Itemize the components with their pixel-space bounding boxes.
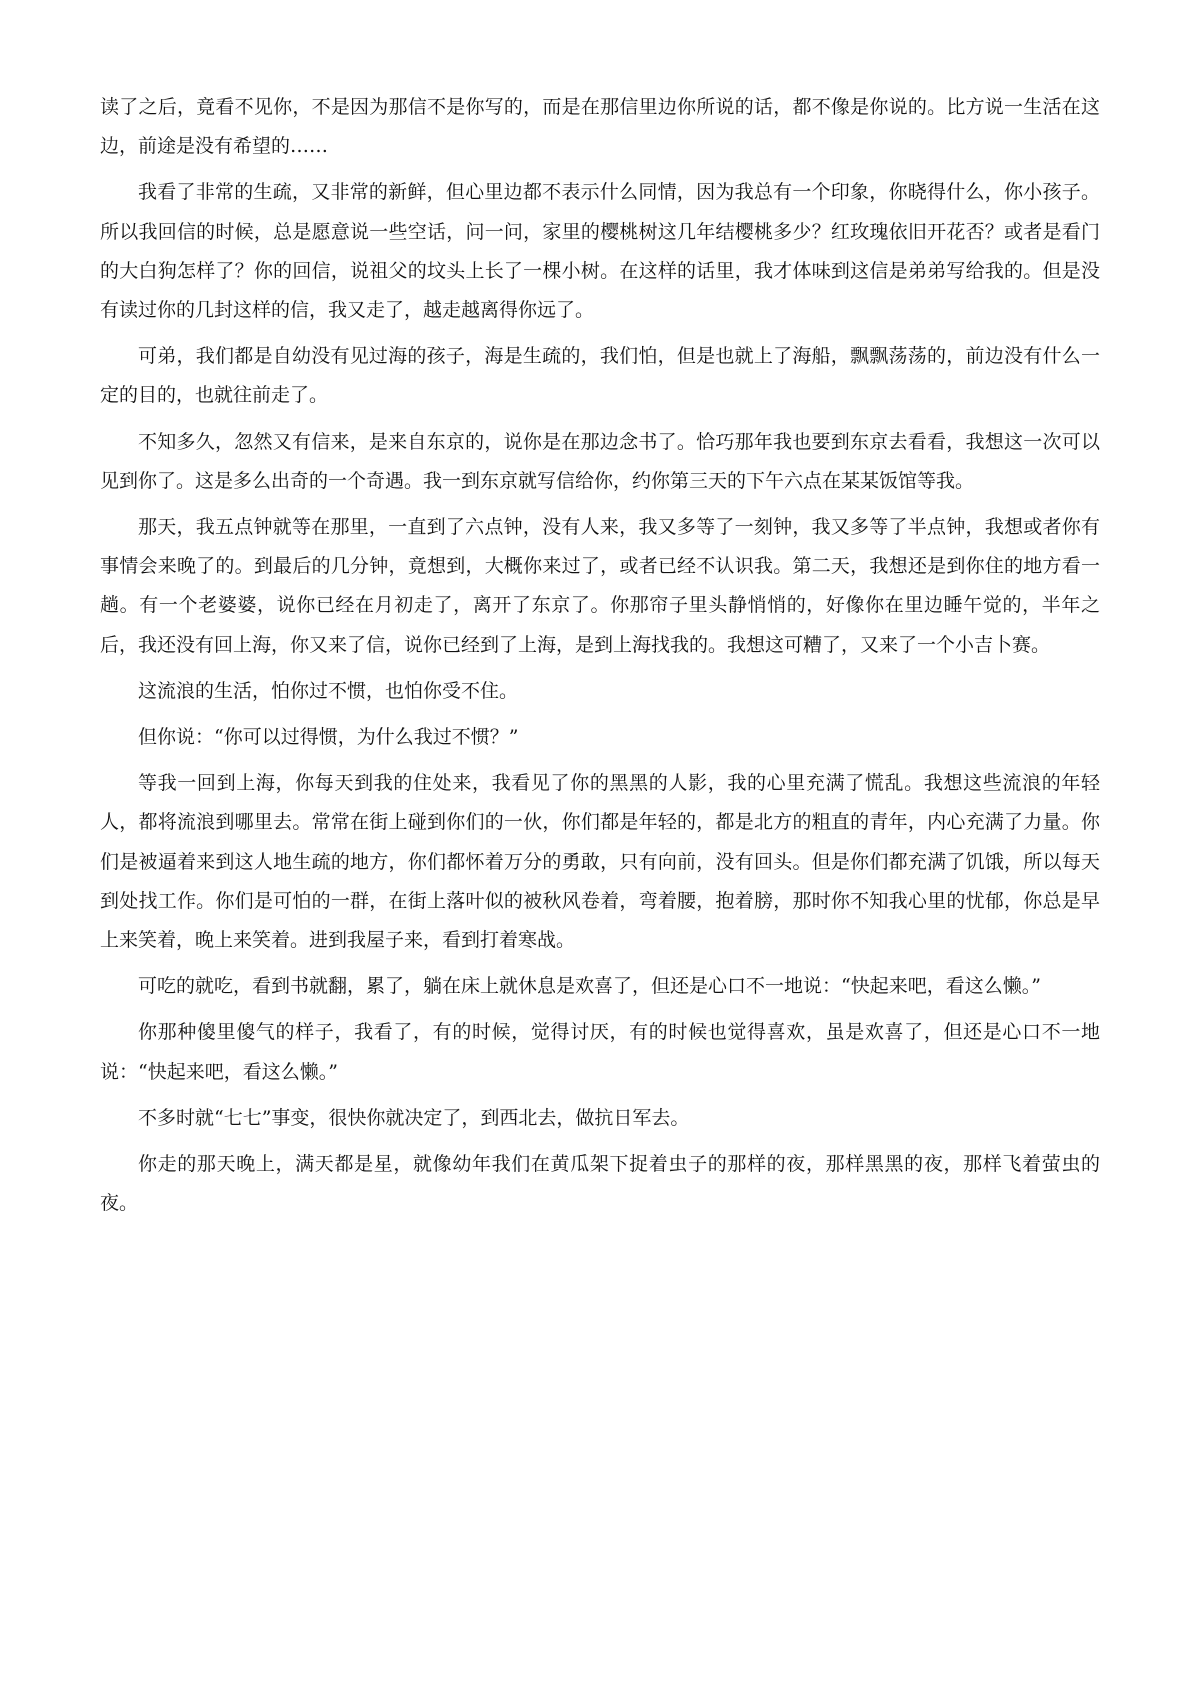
paragraph-7: 但你说：“你可以过得惯，为什么我过不惯？” [138, 726, 519, 749]
paragraph-12: 你走的那天晚上，满天都是星，就像幼年我们在黄瓜架下捉着虫子的那样的夜，那样黑黑的夜，那样飞着萤虫的夜。 [100, 1153, 1100, 1215]
paragraph-11: 不多时就“七七”事变，很快你就决定了，到西北去，做抗日军去。 [138, 1106, 690, 1129]
paragraph-2: 我看了非常的生疏，又非常的新鲜，但心里边都不表示什么同情，因为我总有一个印象，你晓得什么，你小孩子。所以我回信的时候，总是愿意说一些空话，问一问，家里的樱桃树这几年结樱桃多少？红玫瑰依旧开花否？或者是看门的大白狗怎样了？你的回信，说祖父的坟头上长了一棵小树。在这样的话里，我才体味到这信是弟弟写给我的。但是没有读过你的几封这样的信，我又走了，越走越离得你远了。 [100, 181, 1100, 322]
paragraph-10: 你那种傻里傻气的样子，我看了，有的时候，觉得讨厌，有的时候也觉得喜欢，虽是欢喜了，但还是心口不一地说：“快起来吧，看这么懒。” [100, 1021, 1100, 1083]
paragraph-6: 这流浪的生活，怕你过不惯，也怕你受不住。 [138, 679, 519, 702]
paragraph-4: 不知多久，忽然又有信来，是来自东京的，说你是在那边念书了。恰巧那年我也要到东京去看看，我想这一次可以见到你了。这是多么出奇的一个奇遇。我一到东京就写信给你，约你第三天的下午六点在某某饭馆等我。 [100, 430, 1100, 492]
document-body [100, 88, 1100, 1230]
paragraph-8: 等我一回到上海，你每天到我的住处来，我看见了你的黑黑的人影，我的心里充满了慌乱。我想这些流浪的年轻人，都将流浪到哪里去。常常在街上碰到你们的一伙，你们都是年轻的，都是北方的粗直的青年，内心充满了力量。你们是被逼着来到这人地生疏的地方，你们都怀着万分的勇敢，只有向前，没有回头。但是你们都充满了饥饿，所以每天到处找工作。你们是可怕的一群，在街上落叶似的被秋风卷着，弯着腰，抱着膀，那时你不知我心里的忧郁，你总是早上来笑着，晚上来笑着。进到我屋子来，看到打着寒战。 [100, 772, 1100, 952]
paragraph-3: 可弟，我们都是自幼没有见过海的孩子，海是生疏的，我们怕，但是也就上了海船，飘飘荡荡的，前边没有什么一定的目的，也就往前走了。 [100, 345, 1100, 407]
paragraph-1: 读了之后，竟看不见你，不是因为那信不是你写的，而是在那信里边你所说的话，都不像是你说的。比方说一生活在这边，前途是没有希望的…… [100, 96, 1100, 158]
paragraph-9: 可吃的就吃，看到书就翻，累了，躺在床上就休息是欢喜了，但还是心口不一地说：“快起来吧，看这么懒。” [138, 975, 1041, 998]
paragraph-5: 那天，我五点钟就等在那里，一直到了六点钟，没有人来，我又多等了一刻钟，我又多等了半点钟，我想或者你有事情会来晚了的。到最后的几分钟，竟想到，大概你来过了，或者已经不认识我。第二天，我想还是到你住的地方看一趟。有一个老婆婆，说你已经在月初走了，离开了东京了。你那帘子里头静悄悄的，好像你在里边睡午觉的，半年之后，我还没有回上海，你又来了信，说你已经到了上海，是到上海找我的。我想这可糟了，又来了一个小吉卜赛。 [100, 516, 1100, 656]
